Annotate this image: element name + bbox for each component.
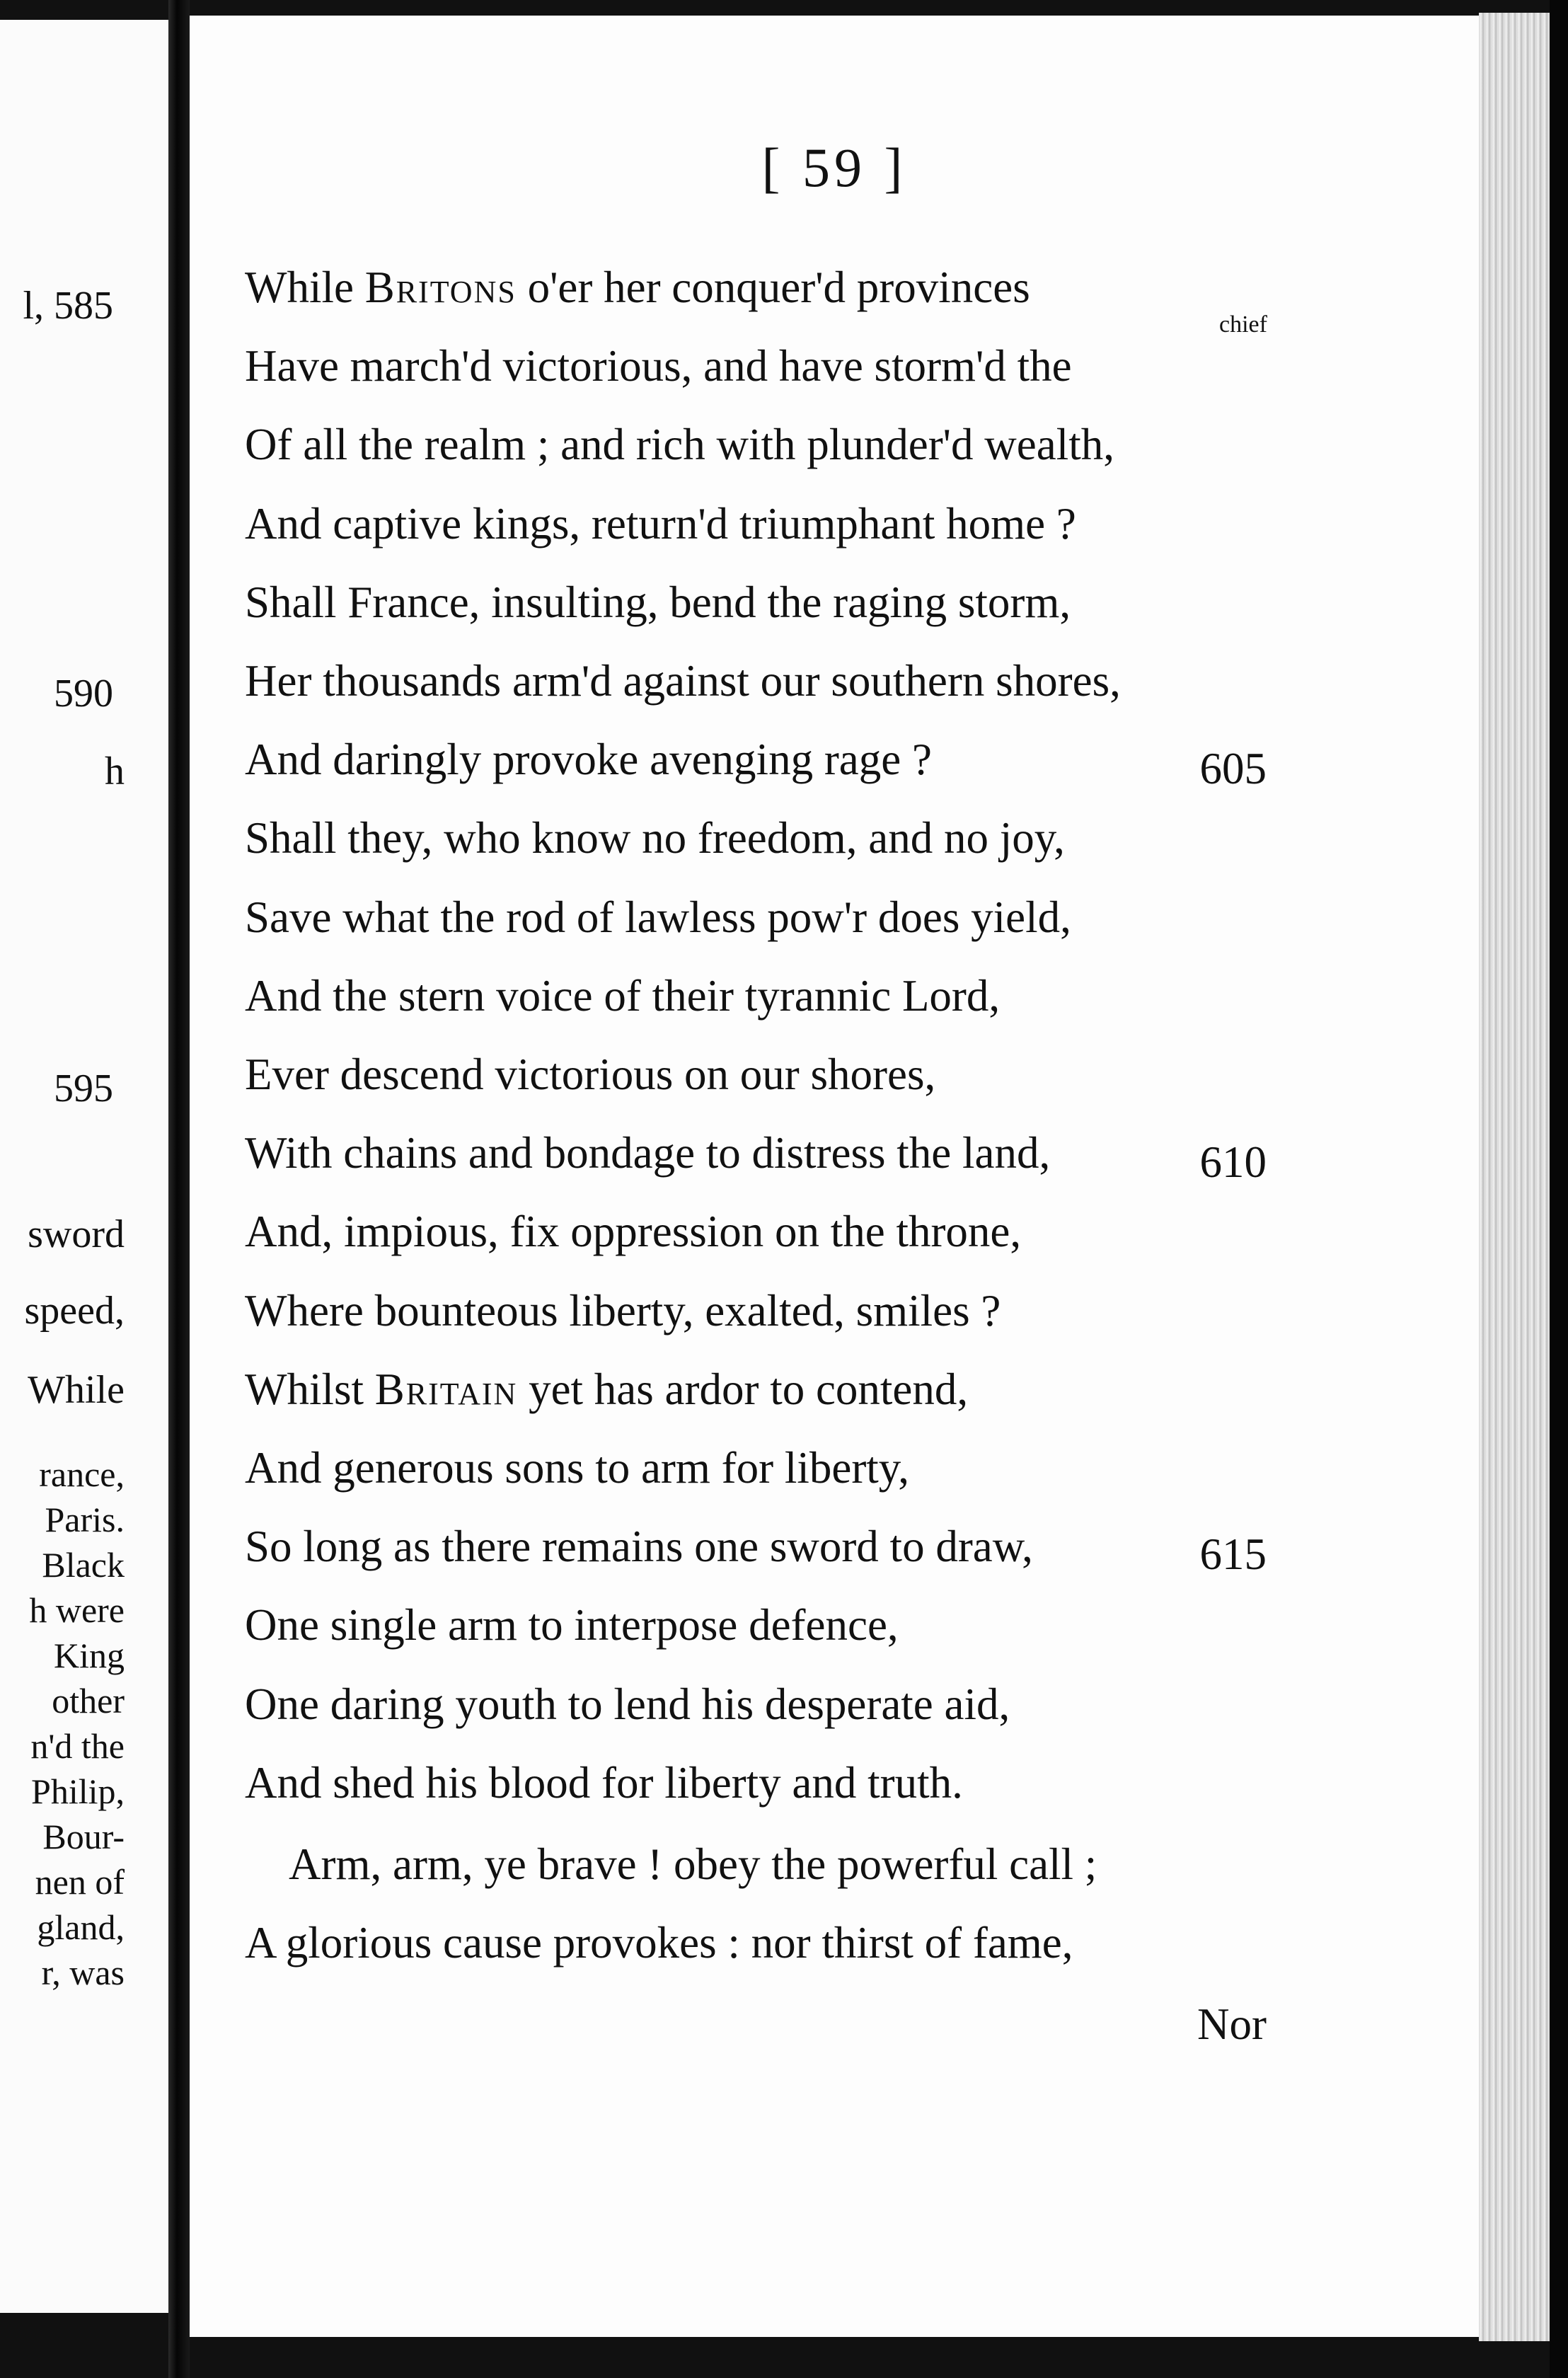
poem-line: Have march'd victorious, and have storm'd the [245,341,1072,391]
scan-border [1550,0,1568,2378]
running-head: [ 59 ] [761,137,907,198]
poem-line: Save what the rod of lawless pow'r does yield, [245,892,1071,942]
book-gutter [168,0,190,2378]
poem-line: Her thousands arm'd against our southern shores, [245,656,1121,706]
poem-line: With chains and bondage to distress the land, [245,1128,1051,1178]
left-fragment: sword [28,1212,125,1256]
line-number: 605 [1199,744,1267,793]
left-note-line: Philip, [31,1771,125,1811]
poem-line: Shall they, who know no freedom, and no joy, [245,813,1065,863]
right-page [190,16,1479,2337]
left-line-number: 595 [54,1067,113,1110]
left-note-line: gland, [37,1907,125,1947]
poem-line: While Britons o'er her conquer'd provinces [245,263,1030,312]
poem-line: One single arm to interpose defence, [245,1600,899,1650]
line-number: 615 [1199,1529,1267,1579]
left-note-line: Bour- [42,1817,125,1856]
left-note-line: Paris. [45,1500,125,1539]
left-page [0,20,168,2313]
catchword: Nor [1197,1999,1267,2049]
poem-line: A glorious cause provokes : nor thirst of fame, [245,1918,1073,1968]
left-note-line: r, was [41,1953,125,1992]
marginal-gloss: chief [1219,311,1267,338]
poem-line: So long as there remains one sword to draw, [245,1522,1033,1572]
left-note-line: h were [29,1590,125,1630]
poem-line: And, impious, fix oppression on the throne, [245,1207,1022,1257]
poem-line: And captive kings, return'd triumphant home ? [245,498,1076,548]
left-note-line: Black [42,1545,125,1585]
poem-line: Arm, arm, ye brave ! obey the powerful call ; [289,1839,1097,1889]
line-number: 610 [1199,1137,1267,1187]
left-fragment: While [28,1368,125,1412]
left-note-line: other [52,1681,125,1721]
left-fragment: speed, [24,1289,125,1333]
poem-line: And daringly provoke avenging rage ? [245,735,932,785]
left-note-line: King [54,1636,125,1675]
page-edges [1479,13,1550,2341]
left-note-line: nen of [35,1862,125,1902]
left-fragment: h [105,749,125,793]
poem-line: Where bounteous liberty, exalted, smiles ? [245,1285,1001,1336]
poem-line: Shall France, insulting, bend the raging storm, [245,577,1071,627]
poem-line: Whilst Britain yet has ardor to contend, [245,1364,969,1414]
poem-line: And the stern voice of their tyrannic Lord, [245,970,1001,1021]
poem-line: Ever descend victorious on our shores, [245,1050,936,1099]
left-fragment: l, [23,284,44,328]
left-line-number: 590 [54,672,113,716]
poem-line: And generous sons to arm for liberty, [245,1443,909,1493]
left-note-line: rance, [39,1454,125,1494]
poem-line: One daring youth to lend his desperate aid, [245,1679,1010,1729]
left-line-number: l, 585 [23,284,113,328]
poem-line: And shed his blood for liberty and truth. [245,1757,963,1808]
left-note-line: n'd the [30,1726,125,1766]
poem-line: Of all the realm ; and rich with plunder'd wealth, [245,420,1114,470]
